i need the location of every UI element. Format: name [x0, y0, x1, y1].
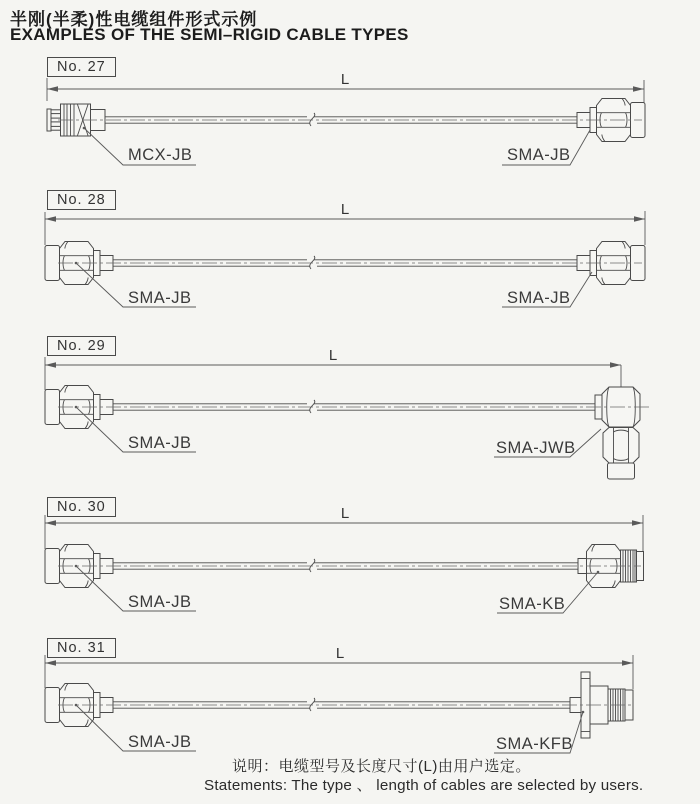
statement-en: Statements: The type 、 length of cables are selected by users. [204, 777, 644, 794]
right-connector-label: SMA-JWB [496, 439, 576, 457]
dimension-label: L [328, 347, 338, 364]
cable-number-box [47, 638, 116, 658]
left-connector-label: SMA-JB [128, 733, 192, 751]
right-connector-label: SMA-JB [507, 289, 571, 307]
sma-jwb-connector [595, 387, 640, 479]
cable-number: No. 27 [57, 59, 106, 75]
dimension-label: L [340, 71, 350, 88]
statement-zh: 说明：电缆型号及长度尺寸(L)由用户选定。 [232, 758, 531, 775]
dimension-line [45, 347, 621, 412]
page-title-zh: 半刚(半柔)性电缆组件形式示例 [10, 10, 258, 29]
dimension-label: L [340, 505, 350, 522]
dimension-line [45, 505, 643, 551]
cable-body [113, 698, 570, 711]
right-connector-label: SMA-KB [499, 595, 566, 613]
page-title-en: EXAMPLES OF THE SEMI–RIGID CABLE TYPES [10, 25, 409, 44]
dimension-line [45, 645, 633, 689]
dimension-line [45, 201, 645, 245]
cable-number: No. 28 [57, 192, 106, 208]
cable-body [113, 559, 578, 572]
cable-body [105, 113, 577, 126]
dimension-line [47, 71, 644, 103]
cable-number: No. 30 [57, 499, 106, 515]
right-connector-label: SMA-JB [507, 146, 571, 164]
cable-number-box [47, 190, 116, 210]
cable-number-box [47, 57, 116, 77]
left-connector-label: SMA-JB [128, 289, 192, 307]
right-connector-label: SMA-KFB [496, 735, 573, 753]
cable-number-box [47, 336, 116, 356]
cable-number: No. 31 [57, 640, 106, 656]
dimension-label: L [335, 645, 345, 662]
cable-body [113, 256, 577, 269]
left-connector-label: MCX-JB [128, 146, 193, 164]
cable-body [113, 400, 595, 413]
left-connector-label: SMA-JB [128, 434, 192, 452]
cable-number-box [47, 497, 116, 517]
left-connector-label: SMA-JB [128, 593, 192, 611]
cable-number: No. 29 [57, 338, 106, 354]
dimension-label: L [340, 201, 350, 218]
